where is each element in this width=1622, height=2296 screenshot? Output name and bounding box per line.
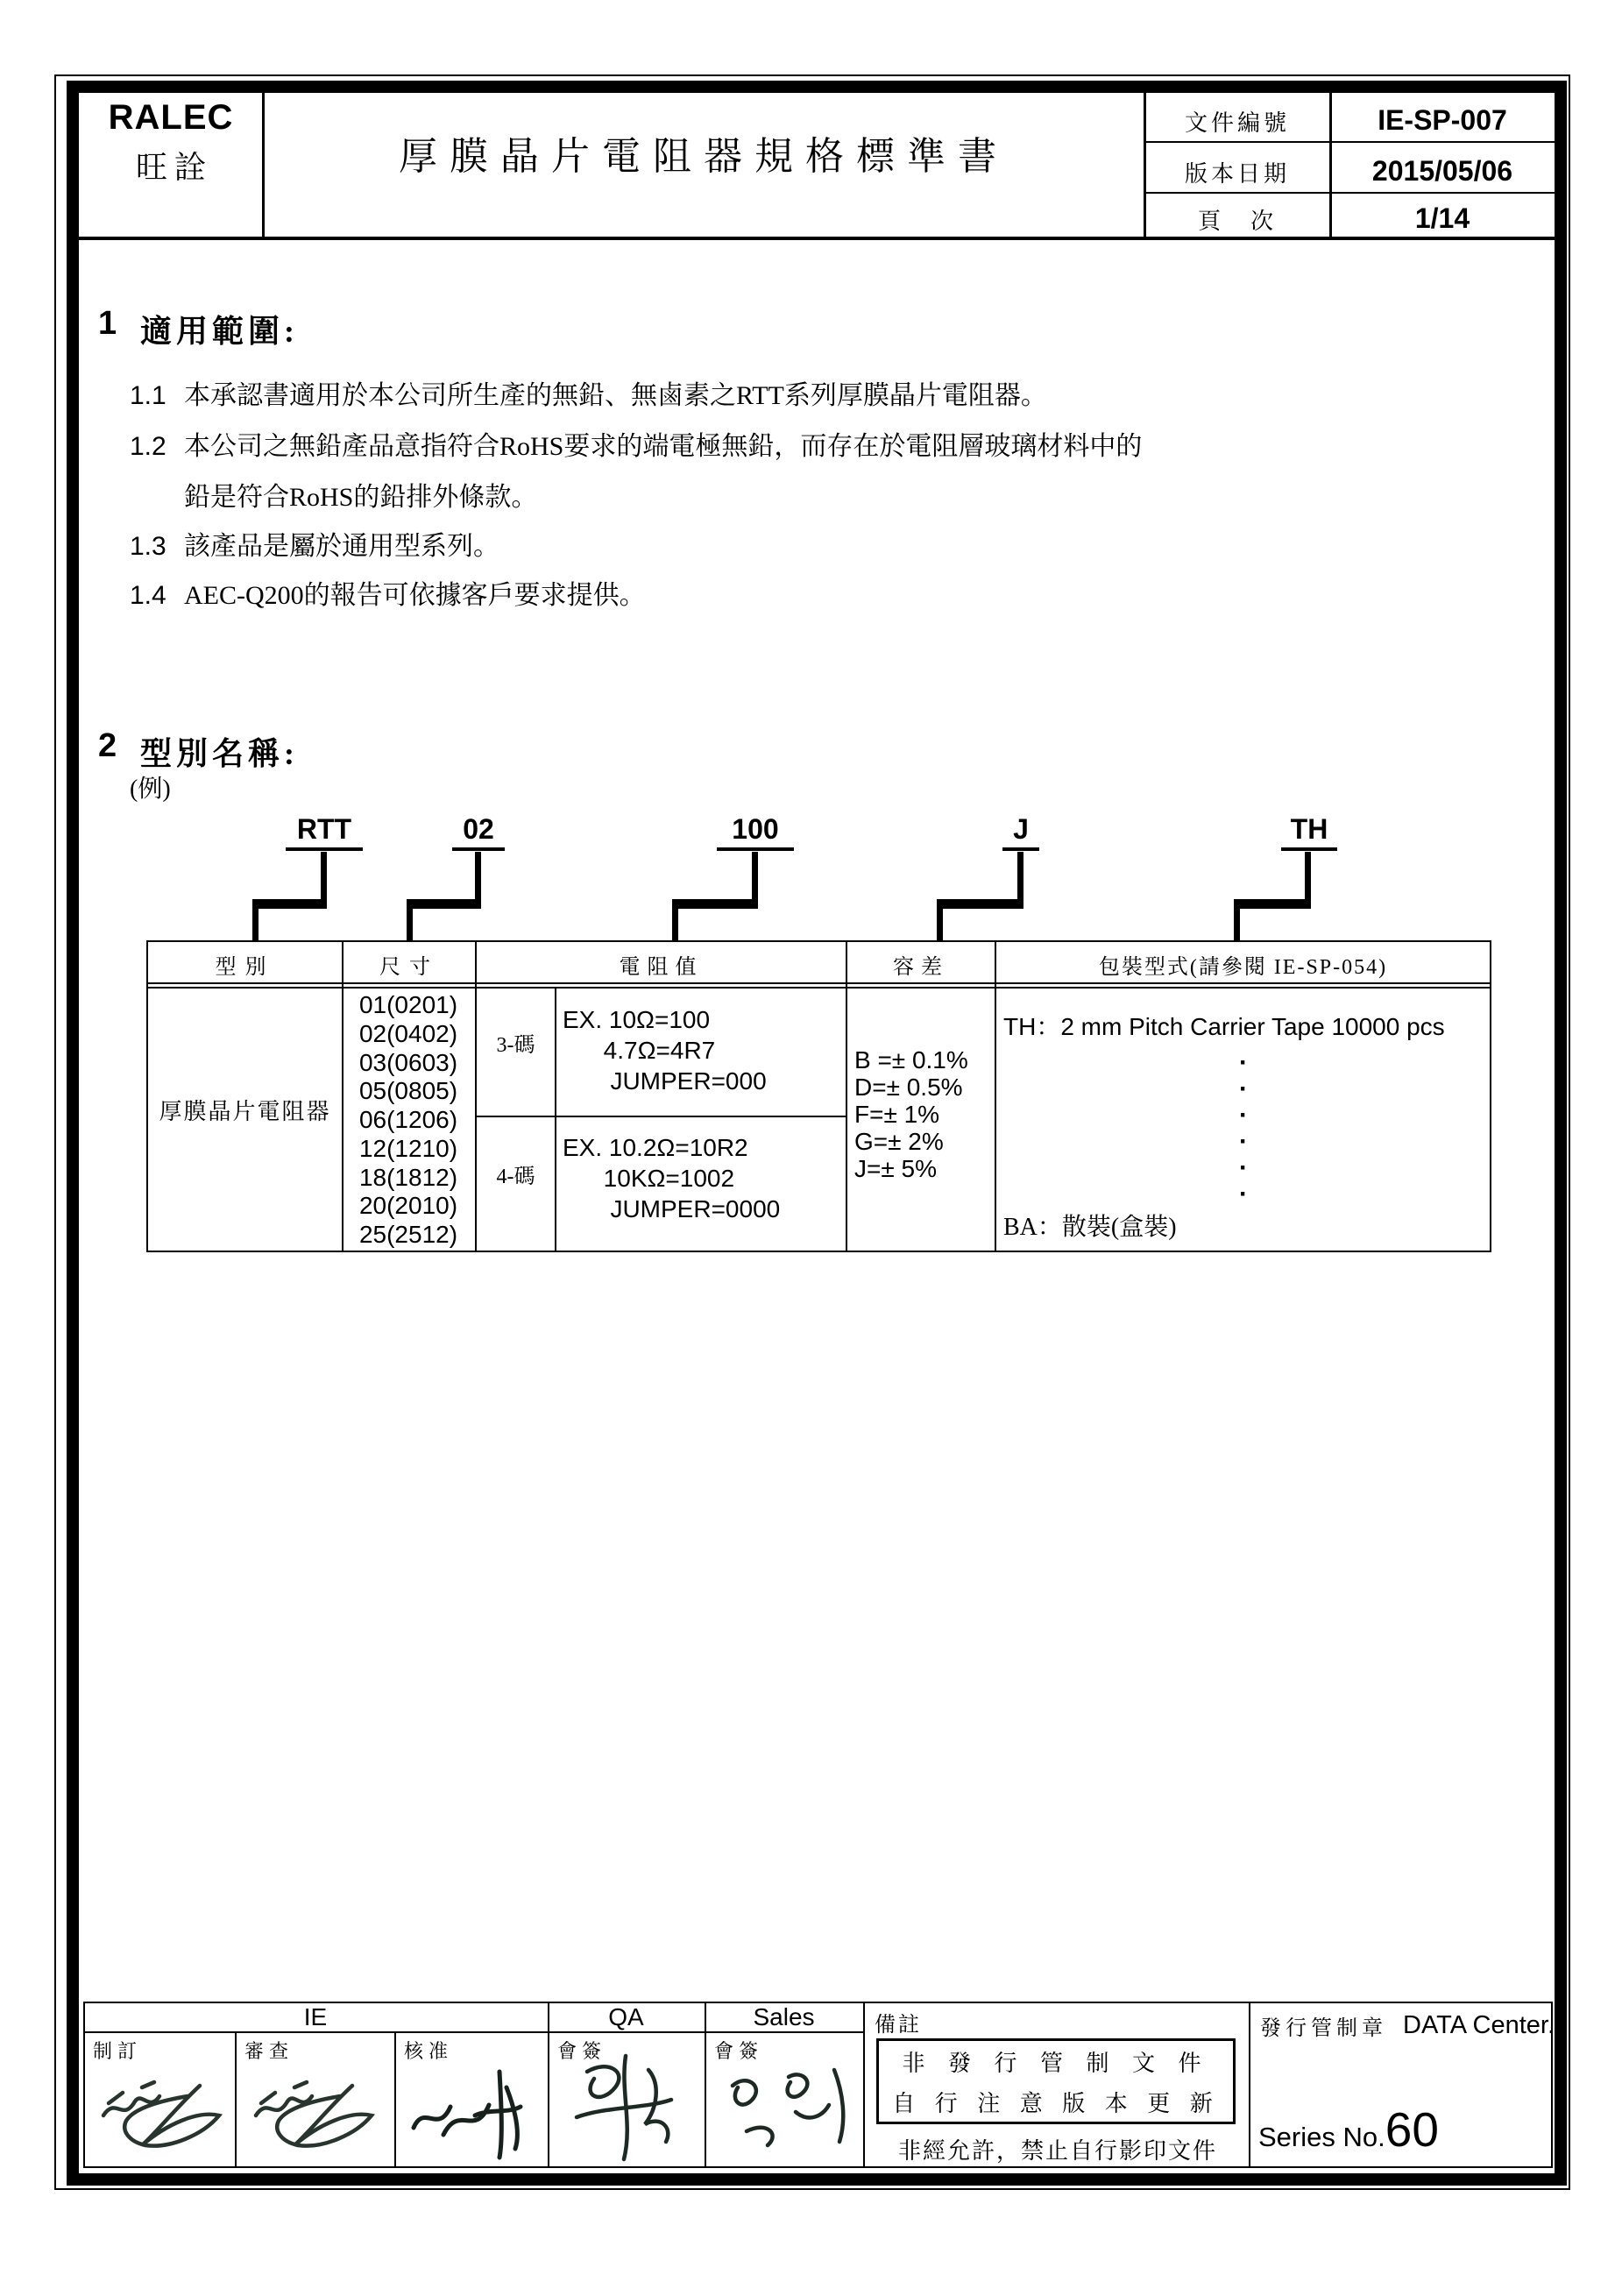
connector-tolerance — [937, 903, 943, 942]
page-index-value — [1331, 200, 1554, 237]
approval-divider-notes — [863, 2002, 865, 2168]
page-index-label — [1145, 202, 1329, 237]
part-code-packing — [1281, 813, 1337, 851]
scope-item-1-2 — [130, 429, 1142, 464]
spec-packing-dots — [1230, 1048, 1257, 1208]
spec-col-divider-2 — [475, 940, 477, 1252]
connector-size — [407, 899, 481, 909]
page-index-value-text: 1/14 — [1414, 202, 1470, 234]
spec-header-resistance-text: 電阻值 — [619, 955, 704, 979]
company-logo-chinese — [81, 140, 261, 189]
role-reviewer-text: 審查 — [244, 2040, 294, 2062]
approval-header-line — [83, 2031, 863, 2033]
doc-number-value-text: IE-SP-007 — [1378, 103, 1507, 136]
header-row-line-1 — [1144, 141, 1555, 143]
size-item: 25(2512) — [358, 1221, 458, 1248]
spec-header-line-b — [146, 987, 1491, 989]
scope-item-text: 本公司之無鉛產品意指符合RoHS要求的端電極無鉛，而存在於電阻層玻璃材料中的 — [184, 432, 1143, 461]
part-code-tolerance-text: J — [1013, 813, 1029, 845]
spec-header-resistance — [477, 948, 846, 980]
example-line: JUMPER=0000 — [563, 1195, 781, 1222]
spec-col-divider-sub — [555, 989, 556, 1252]
spec-code4-label — [477, 1159, 555, 1188]
tolerance-item: D=± 0.5% — [854, 1074, 963, 1101]
scope-item-text: 本承認書適用於本公司所生產的無鉛、無鹵素之RTT系列厚膜晶片電阻器。 — [184, 381, 1047, 410]
tolerance-item: F=± 1% — [854, 1101, 940, 1128]
size-item: 05(0805) — [358, 1077, 458, 1105]
spec-code3-label-text: 3-碼 — [496, 1033, 535, 1057]
role-maker — [93, 2037, 142, 2064]
connector-packing — [1305, 852, 1311, 904]
example-line: EX. 10.2Ω=10R2 — [563, 1134, 748, 1161]
approval-divider-review — [235, 2031, 237, 2168]
scope-item-text: AEC-Q200的報告可依據客戶要求提供。 — [184, 581, 646, 610]
part-code-packing-text: TH — [1290, 813, 1328, 845]
scope-item-number — [130, 480, 184, 515]
dept-ie-text: IE — [303, 2003, 328, 2030]
tolerance-item: J=± 5% — [854, 1155, 937, 1182]
series-number: 60 — [1385, 2102, 1439, 2157]
tolerance-item: G=± 2% — [854, 1128, 944, 1155]
spec-header-type-text: 型別 — [215, 955, 275, 979]
connector-packing — [1234, 903, 1240, 942]
scope-item-1-3 — [130, 529, 499, 564]
section2-heading — [140, 729, 299, 774]
company-logo-text: RALEC — [108, 97, 234, 137]
part-code-size — [452, 813, 505, 851]
size-item: 01(0201) — [358, 991, 458, 1018]
notes-warning-text: 非經允許，禁止自行影印文件 — [897, 2137, 1217, 2164]
connector-resistance — [672, 903, 678, 942]
connector-resistance — [672, 899, 758, 909]
part-code-series-text: RTT — [296, 813, 352, 845]
header-row-line-2 — [1144, 192, 1555, 194]
part-code-resistance — [717, 813, 794, 851]
page-title — [265, 110, 1143, 195]
role-maker-text: 制訂 — [93, 2040, 143, 2062]
doc-number-label-text: 文件編號 — [1184, 110, 1290, 136]
dept-qa — [548, 2003, 705, 2031]
spec-code4-label-text: 4-碼 — [496, 1165, 535, 1188]
company-logo-chinese-text: 旺詮 — [135, 149, 213, 185]
size-item: 03(0603) — [358, 1048, 458, 1076]
signature-qa — [561, 2047, 694, 2165]
tolerance-item: B =± 0.1% — [854, 1046, 968, 1074]
spec-header-size — [344, 948, 475, 980]
spec-type-name-text: 厚膜晶片電阻器 — [159, 1098, 331, 1124]
signature-reviewer — [249, 2061, 382, 2159]
connector-series — [252, 903, 259, 942]
spec-header-line-a — [146, 982, 1491, 984]
connector-tolerance — [1017, 852, 1023, 904]
spec-code4-examples — [563, 1132, 843, 1224]
spec-code3-examples — [563, 1004, 843, 1096]
approval-divider-approve — [394, 2031, 396, 2168]
notes-label — [875, 2007, 922, 2037]
role-approver-text: 核准 — [404, 2040, 454, 2062]
series-row — [1258, 2101, 1439, 2158]
spec-packing-ba-text: BA：散裝(盒裝) — [1003, 1214, 1177, 1241]
section2-number — [98, 727, 117, 765]
role-reviewer — [244, 2037, 294, 2064]
notes-box — [876, 2038, 1236, 2124]
dot: · — [1239, 1180, 1248, 1208]
notes-warning — [869, 2133, 1246, 2165]
spec-header-packing — [996, 948, 1490, 980]
spec-header-size-text: 尺寸 — [379, 955, 439, 979]
connector-resistance — [752, 852, 758, 904]
part-code-series — [286, 813, 363, 851]
notes-box-line2: 自 行 注 意 版 本 更 新 — [892, 2090, 1220, 2116]
section1-number-text: 1 — [98, 305, 117, 342]
section2-number-text: 2 — [98, 727, 117, 764]
part-code-tolerance — [1002, 813, 1039, 851]
connector-tolerance — [937, 899, 1023, 909]
section1-heading — [140, 307, 299, 351]
scope-item-text: 該產品是屬於通用型系列。 — [184, 532, 499, 561]
version-date-label — [1145, 152, 1329, 191]
signature-approver — [401, 2059, 540, 2163]
spec-code-row-divider — [475, 1116, 847, 1117]
scope-item-number: 1.4 — [130, 581, 166, 610]
scope-item-text: 鉛是符合RoHS的鉛排外條款。 — [184, 483, 538, 512]
role-sales-countersign-text: 會簽 — [714, 2040, 764, 2062]
doc-number-value — [1331, 100, 1554, 140]
scope-item-1-1 — [130, 379, 1047, 414]
size-item: 20(2010) — [358, 1192, 458, 1220]
dept-sales — [705, 2003, 863, 2031]
example-label-text: (例) — [130, 776, 171, 803]
dept-sales-text: Sales — [753, 2003, 815, 2030]
spec-packing-th — [1003, 1008, 1445, 1043]
scope-item-number: 1.1 — [130, 381, 166, 410]
page-title-text: 厚膜晶片電阻器規格標準書 — [399, 135, 1009, 178]
example-label — [130, 769, 171, 804]
doc-number-label — [1145, 102, 1329, 140]
signature-sales — [717, 2051, 859, 2163]
spec-col-divider-3 — [846, 940, 847, 1252]
example-line: 4.7Ω=4R7 — [563, 1037, 716, 1064]
spec-header-packing-text: 包裝型式(請參閱 IE-SP-054) — [1098, 955, 1388, 979]
example-line: JUMPER=000 — [563, 1067, 767, 1095]
section2-heading-text: 型別名稱: — [140, 736, 299, 771]
connector-size — [475, 852, 481, 904]
dot: · — [1239, 1127, 1248, 1156]
signature-maker — [96, 2061, 230, 2159]
spec-header-tolerance-text: 容差 — [893, 955, 949, 979]
dot: · — [1239, 1153, 1248, 1182]
scope-item-1-4 — [130, 578, 646, 613]
connector-size — [407, 903, 413, 942]
series-label: Series No. — [1258, 2122, 1385, 2152]
issue-stamp-label: 發行管制章 — [1260, 2017, 1387, 2040]
scope-item-number: 1.3 — [130, 532, 166, 561]
spec-col-divider-4 — [995, 940, 996, 1252]
page-index-label-text: 頁 次 — [1197, 208, 1277, 234]
approval-divider-issue — [1249, 2002, 1250, 2168]
dot: · — [1239, 1074, 1248, 1103]
part-code-resistance-text: 100 — [732, 813, 779, 845]
version-date-value-text: 2015/05/06 — [1371, 154, 1513, 187]
version-date-label-text: 版本日期 — [1184, 160, 1290, 187]
size-item: 18(1812) — [358, 1163, 458, 1191]
spec-header-type — [148, 948, 342, 980]
example-line: EX. 10Ω=100 — [563, 1006, 711, 1033]
size-item: 12(1210) — [358, 1134, 458, 1162]
spec-size-list — [344, 991, 473, 1249]
scope-item-number: 1.2 — [130, 432, 166, 461]
spec-tolerance-list — [854, 1046, 993, 1182]
section1-number — [98, 305, 117, 343]
connector-series — [252, 899, 327, 909]
spec-header-tolerance — [847, 948, 995, 980]
notes-box-line1: 非 發 行 管 制 文 件 — [902, 2050, 1210, 2076]
size-item: 02(0402) — [358, 1019, 458, 1047]
issue-stamp-value: DATA Center. — [1403, 2011, 1555, 2039]
scope-item-1-2-cont — [130, 480, 537, 515]
connector-series — [321, 852, 327, 904]
size-item: 06(1206) — [358, 1106, 458, 1133]
spec-packing-ba — [1003, 1208, 1177, 1243]
example-line: 10KΩ=1002 — [563, 1165, 735, 1192]
spec-packing-th-text: TH：2 mm Pitch Carrier Tape 10000 pcs — [1003, 1013, 1445, 1040]
version-date-value — [1331, 151, 1554, 191]
issue-stamp-row — [1260, 2010, 1555, 2041]
connector-packing — [1234, 899, 1311, 909]
section1-heading-text: 適用範圍: — [140, 314, 299, 349]
spec-code3-label — [477, 1027, 555, 1057]
dot: · — [1239, 1101, 1248, 1130]
dot: · — [1239, 1048, 1248, 1077]
role-qa-countersign-text: 會簽 — [557, 2040, 607, 2062]
notes-label-text: 備註 — [875, 2014, 922, 2037]
part-code-size-text: 02 — [463, 813, 494, 845]
dept-qa-text: QA — [608, 2003, 644, 2030]
header-bottom-line — [79, 237, 1555, 240]
company-logo — [81, 95, 261, 140]
dept-ie — [83, 2003, 548, 2031]
spec-type-name — [148, 1092, 342, 1127]
